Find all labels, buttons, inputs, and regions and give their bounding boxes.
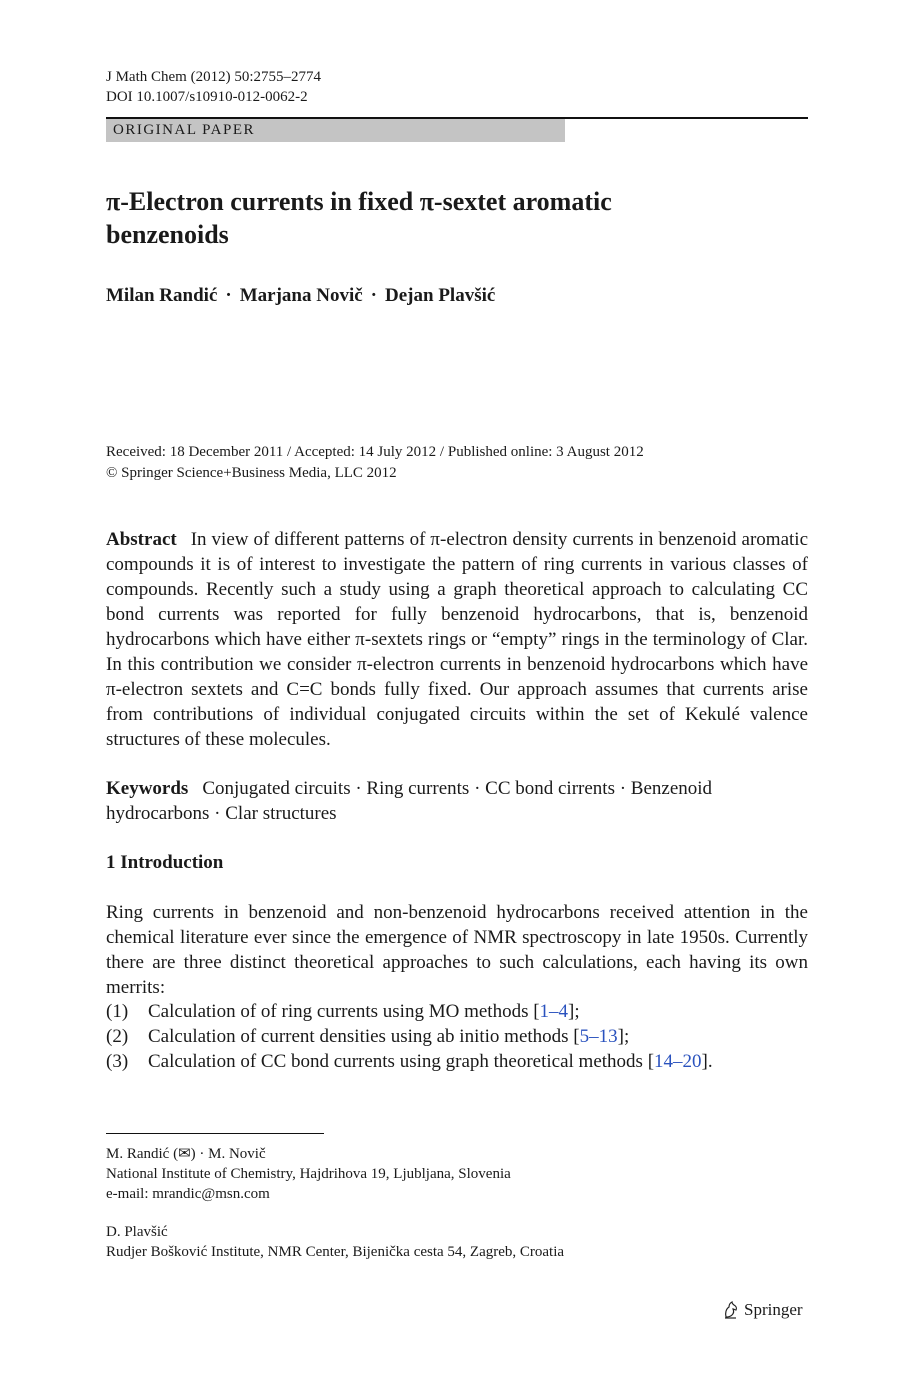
- title-line-1: π-Electron currents in fixed π-sextet aromatic: [106, 187, 612, 216]
- list-item-end: ];: [617, 1026, 630, 1047]
- footnote-institution: Rudjer Bošković Institute, NMR Center, Bijenička cesta 54, Zagreb, Croatia: [106, 1244, 565, 1260]
- list-item-end: ].: [701, 1051, 713, 1072]
- author-list: [106, 283, 495, 309]
- abstract-text: In view of different patterns of π-electron density currents in benzenoid aromatic compounds it is of interest to investigate the pattern of ring currents in various classes of compounds. Recently such a study using a graph theoretical approach to calculating CC bond currents was reported for fully benzenoid hydrocarbons, that is, benzenoid hydrocarbons which have either π-sextets rings or “empty” rings in the terminology of Clar. In this contribution we consider π-electron currents in benzenoid hydrocarbons which have π-electron sextets and C=C bonds fully fixed. Our approach assumes that currents arise from contributions of individual conjugated circuits within the set of Kekulé valence structures of these molecules.: [106, 529, 808, 750]
- copyright-line: © Springer Science+Business Media, LLC 2012: [106, 465, 397, 481]
- title-line-2: benzenoids: [106, 220, 229, 249]
- footnote-authors: M. Randić (✉) · M. Novič: [106, 1146, 266, 1162]
- author-name: Marjana Novič: [239, 285, 363, 306]
- list-number: (3): [106, 1051, 129, 1072]
- footnote-institution: National Institute of Chemistry, Hajdrihova 19, Ljubljana, Slovenia: [106, 1166, 511, 1182]
- journal-citation: [106, 67, 321, 107]
- publisher-name: Springer: [744, 1300, 803, 1319]
- springer-horse-icon: [723, 1301, 739, 1319]
- keywords-label: Keywords: [106, 778, 189, 799]
- abstract-label: Abstract: [106, 529, 177, 550]
- paper-title: [106, 185, 746, 251]
- list-number: (2): [106, 1026, 129, 1047]
- list-item-end: ];: [568, 1001, 580, 1022]
- journal-line: J Math Chem (2012) 50:2755–2774: [106, 69, 321, 85]
- footnote-email[interactable]: e-mail: mrandic@msn.com: [106, 1186, 270, 1202]
- author-separator: ·: [225, 285, 232, 306]
- list-item: [106, 1024, 808, 1049]
- footnote-author: D. Plavšić: [106, 1224, 168, 1240]
- citation-link[interactable]: 14–20: [654, 1051, 702, 1072]
- list-number: (1): [106, 1001, 129, 1022]
- author-separator: ·: [370, 285, 378, 306]
- section-heading: 1 Introduction: [106, 852, 224, 873]
- method-list: [106, 999, 808, 1074]
- abstract: [106, 527, 808, 752]
- keywords-text: Conjugated circuits · Ring currents · CC bond cirrents · Benzenoid hydrocarbons · Clar structures: [106, 778, 713, 824]
- author-name: Milan Randić: [106, 285, 218, 306]
- doi-line: DOI 10.1007/s10910-012-0062-2: [106, 89, 308, 105]
- list-text: [148, 999, 580, 1024]
- list-item: [106, 1049, 808, 1074]
- list-item-text: Calculation of of ring currents using MO methods [: [148, 1001, 540, 1022]
- footnote-affiliation-2: [106, 1222, 564, 1262]
- publisher-logo: [723, 1298, 803, 1322]
- list-item-text: Calculation of CC bond currents using graph theoretical methods [: [148, 1051, 655, 1072]
- list-text: [148, 1024, 629, 1049]
- citation-link[interactable]: 5–13: [579, 1026, 618, 1047]
- footnote-affiliation-1: [106, 1144, 511, 1204]
- citation-link[interactable]: 1–4: [539, 1001, 569, 1022]
- dates-line: Received: 18 December 2011 / Accepted: 14 July 2012 / Published online: 3 August 2012: [106, 444, 644, 460]
- article-category: ORIGINAL PAPER: [106, 119, 565, 142]
- list-item: [106, 999, 808, 1024]
- publication-dates: [106, 442, 644, 484]
- intro-paragraph: Ring currents in benzenoid and non-benzenoid hydrocarbons received attention in the chemical literature ever since the emergence of NMR spectroscopy in late 1950s. Currently there are three distinct theoretical approaches to such calculations, each having its own merrits:: [106, 902, 808, 998]
- list-item-text: Calculation of current densities using ab initio methods [: [148, 1026, 580, 1047]
- footnote-rule: [106, 1133, 324, 1134]
- list-text: [148, 1049, 713, 1074]
- keywords: [106, 776, 808, 826]
- author-name: Dejan Plavšić: [385, 285, 496, 306]
